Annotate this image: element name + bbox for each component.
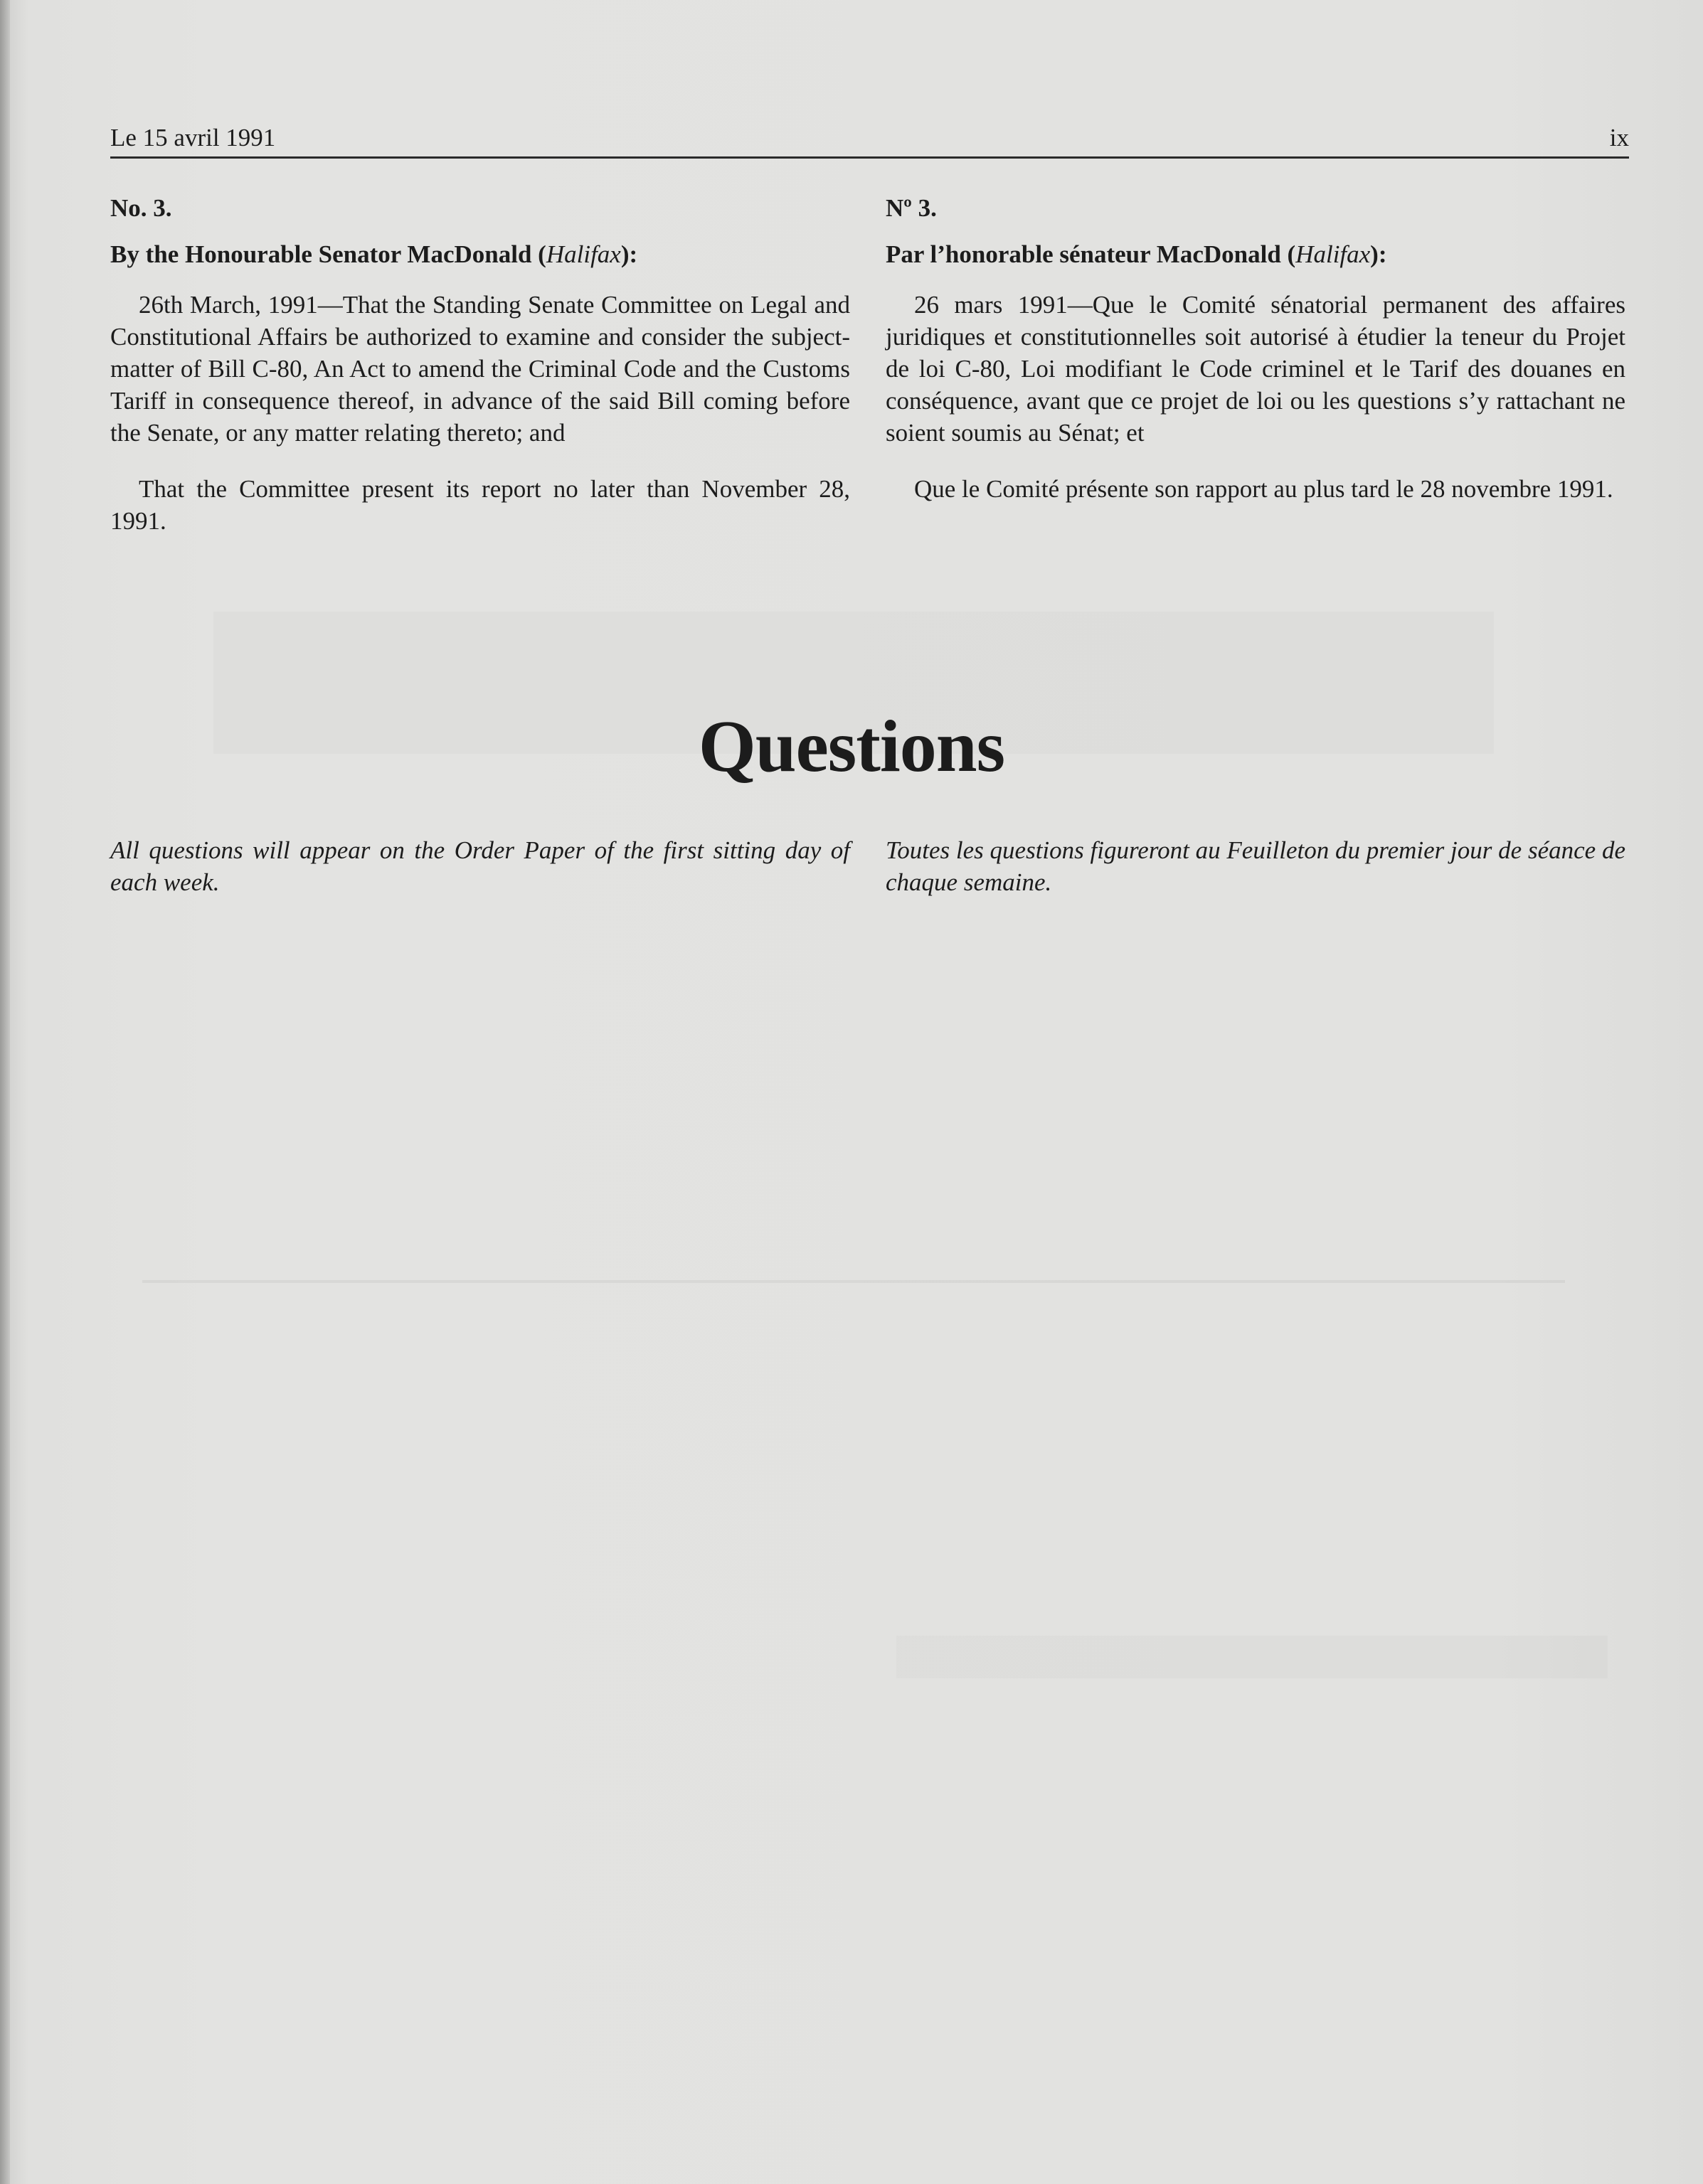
- motion-number: No. 3.: [110, 194, 172, 222]
- report-text: Que le Comité présente son rapport au plus tard le 28 novembre 1991.: [914, 475, 1613, 503]
- report-text: That the Committee present its report no later than November 28, 1991.: [110, 475, 850, 535]
- questions-note-english: All questions will appear on the Order Paper of the first sitting day of each week.: [110, 836, 850, 896]
- motion-sponsor: Par l’honorable sénateur MacDonald (Halifax):: [886, 240, 1387, 268]
- page-number: ix: [1609, 124, 1629, 151]
- english-column: [110, 192, 850, 553]
- show-through-block: [896, 1636, 1608, 1678]
- motion-number: Nº 3.: [886, 194, 937, 222]
- motion-sponsor: By the Honourable Senator MacDonald (Halifax):: [110, 240, 638, 268]
- french-column: [886, 192, 1625, 521]
- motion-text: 26 mars 1991—Que le Comité sénatorial permanent des affaires juridiques et constitutionnelles soit autorisé à étudier la teneur du Projet de loi C-80, Loi modifiant le Code criminel et le Tarif des douanes en conséquence, avant que ce projet de loi ou les questions s’y rattachant ne soient soumis au Sénat; et: [886, 291, 1625, 447]
- show-through-block: [142, 1280, 1565, 1283]
- binding-shadow: [0, 0, 10, 2184]
- motion-text: 26th March, 1991—That the Standing Senate Committee on Legal and Constitutional Affairs be authorized to examine and consider the subject-matter of Bill C-80, An Act to amend the Criminal Code and the Customs Tariff in consequence thereof, in advance of the said Bill coming before the Senate, or any matter relating thereto; and: [110, 291, 850, 447]
- sponsor-place: Halifax: [546, 240, 621, 268]
- section-title: Questions: [698, 705, 1005, 787]
- page-date: Le 15 avril 1991: [110, 124, 276, 151]
- sponsor-place: Halifax: [1295, 240, 1371, 268]
- questions-note-french: Toutes les questions figureront au Feuilleton du premier jour de séance de chaque semaine.: [886, 836, 1625, 896]
- running-head: [110, 121, 1629, 159]
